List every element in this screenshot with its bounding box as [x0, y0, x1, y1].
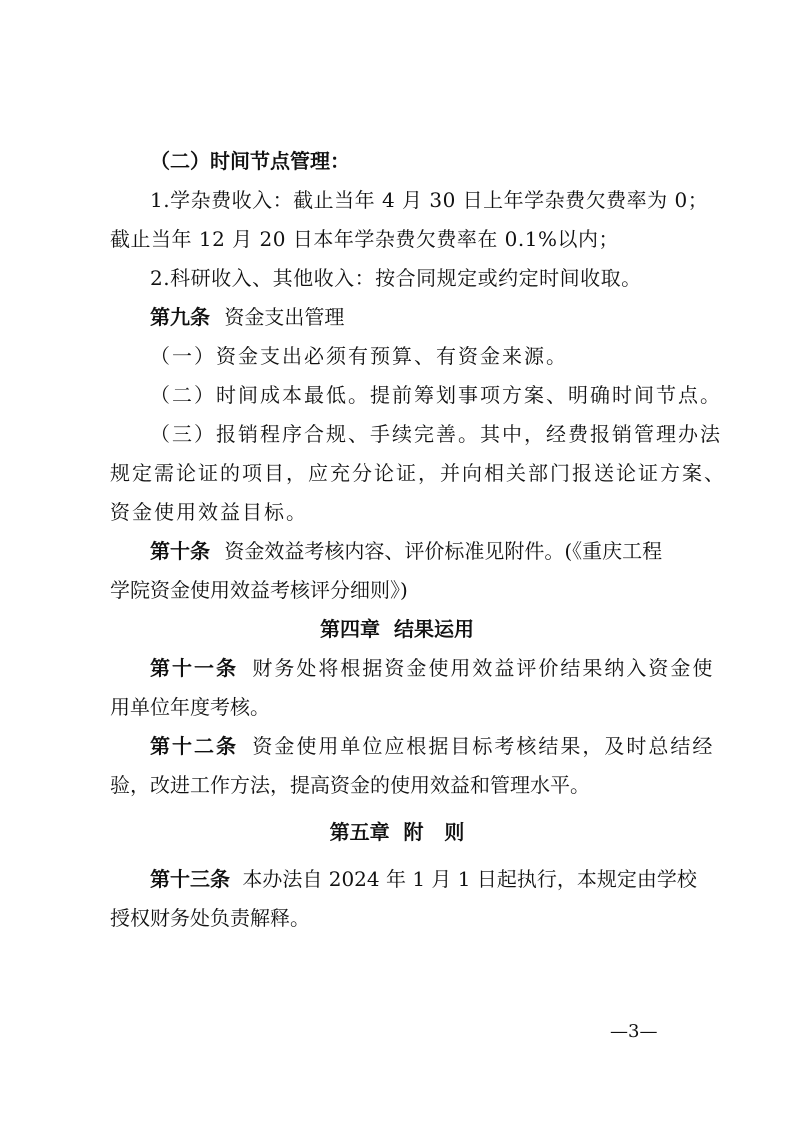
chapter-title-text: 第五章 附 则: [329, 820, 465, 844]
paragraph-text: （一）资金支出必须有预算、有资金来源。: [150, 344, 568, 368]
article-text: 资金效益考核内容、评价标准见附件。(《重庆工程: [224, 539, 663, 563]
page-number: —3—: [610, 1021, 658, 1042]
paragraph-research-income: [0, 261, 794, 295]
paragraph-text: 截止当年 12 月 20 日本年学杂费欠费率在 0.1%以内；: [110, 227, 619, 251]
section-heading-text: （二）时间节点管理：: [150, 149, 350, 173]
paragraph-text: （二）时间成本最低。提前筹划事项方案、明确时间节点。: [150, 383, 722, 407]
article-12-line2: [0, 768, 794, 802]
article-11-line1: [0, 651, 794, 685]
article-text: 学院资金使用效益考核评分细则》): [110, 578, 408, 602]
article-text: 授权财务处负责解释。: [110, 906, 310, 930]
paragraph-tuition-income-line1: [0, 183, 794, 217]
article-9-item-3-line2: [0, 456, 794, 490]
paragraph-text: 1.学杂费收入：截止当年 4 月 30 日上年学杂费欠费率为 0；: [150, 188, 709, 212]
article-9-item-1: [0, 339, 794, 373]
article-9-item-2: [0, 378, 794, 412]
article-text: 验，改进工作方法，提高资金的使用效益和管理水平。: [110, 773, 590, 797]
article-label: 第十三条: [150, 867, 230, 891]
paragraph-text: 资金使用效益目标。: [110, 500, 308, 524]
section-heading-time-nodes: [0, 144, 794, 178]
chapter-5-title: [0, 815, 794, 849]
article-label: 第十一条: [150, 656, 238, 680]
article-text: 用单位年度考核。: [110, 695, 270, 719]
article-9-item-3-line1: [0, 417, 794, 451]
chapter-title-text: 第四章 结果运用: [320, 617, 474, 641]
paragraph-text: （三）报销程序合规、手续完善。其中，经费报销管理办法: [150, 422, 722, 446]
article-text: 资金使用单位应根据目标考核结果，及时总结经: [252, 734, 715, 758]
article-11-line2: [0, 690, 794, 724]
chapter-4-title: [0, 612, 794, 646]
article-13-line1: [0, 862, 794, 896]
article-label: 第十二条: [150, 734, 238, 758]
paragraph-tuition-income-line2: [0, 222, 794, 256]
paragraph-text: 规定需论证的项目，应充分论证，并向相关部门报送论证方案、: [110, 461, 726, 485]
article-13-line2: [0, 901, 794, 935]
article-label: 第十条: [150, 539, 210, 563]
article-10-line2: [0, 573, 794, 607]
article-text: 本办法自 2024 年 1 月 1 日起执行，本规定由学校: [242, 867, 697, 891]
paragraph-text: 2.科研收入、其他收入：按合同规定或约定时间收取。: [150, 266, 642, 290]
article-9-heading: [0, 300, 794, 334]
article-10-line1: [0, 534, 794, 568]
article-9-item-3-line3: [0, 495, 794, 529]
article-text: 资金支出管理: [224, 305, 345, 329]
article-12-line1: [0, 729, 794, 763]
article-text: 财务处将根据资金使用效益评价结果纳入资金使: [252, 656, 715, 680]
article-label: 第九条: [150, 305, 210, 329]
